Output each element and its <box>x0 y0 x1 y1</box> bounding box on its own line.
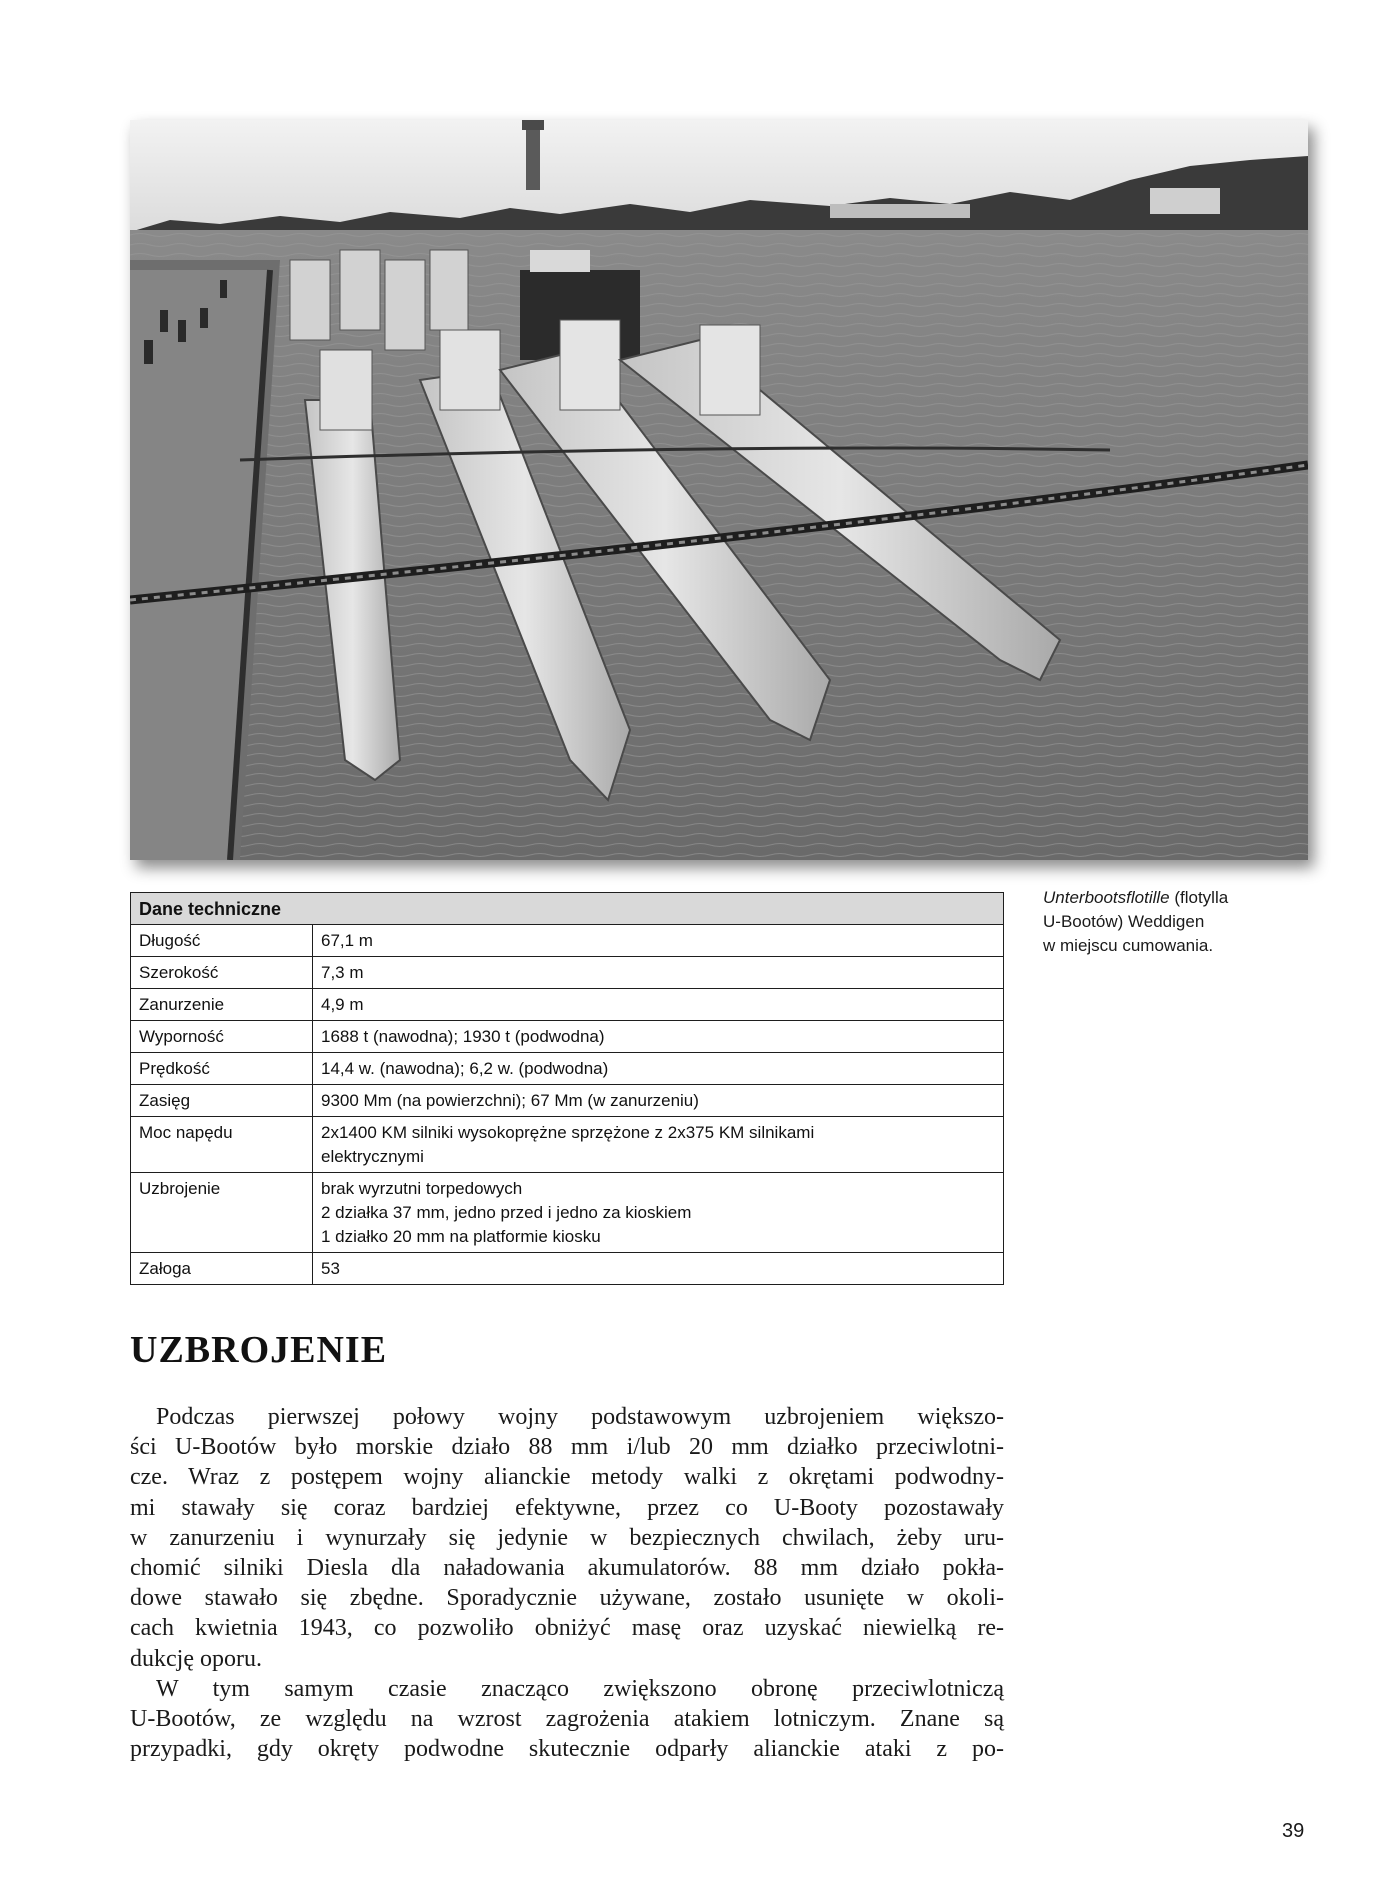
body-line: ści U-Bootów było morskie działo 88 mm i/lub 20 mm działko przeciwlotni- <box>130 1434 1004 1461</box>
technical-data-table <box>130 892 1004 1285</box>
row-value: 14,4 w. (nawodna); 6,2 w. (podwodna) <box>313 1053 1004 1085</box>
row-label: Załoga <box>131 1253 313 1285</box>
table-row <box>131 1085 1004 1117</box>
section-heading: UZBROJENIE <box>130 1329 388 1371</box>
photo-illustration <box>130 120 1308 860</box>
row-value: 67,1 m <box>313 925 1004 957</box>
body-line: Podczas pierwszej połowy wojny podstawowym uzbrojeniem większo- <box>156 1404 1004 1430</box>
row-label: Szerokość <box>131 957 313 989</box>
row-label: Prędkość <box>131 1053 313 1085</box>
caption-line-3: w miejscu cumowania. <box>1043 936 1214 955</box>
row-label: Wyporność <box>131 1021 313 1053</box>
body-line: cach kwietnia 1943, co pozwoliło obniżyć masę oraz uzyskać niewielką re- <box>130 1615 1004 1642</box>
row-value: 53 <box>313 1253 1004 1285</box>
table-row <box>131 957 1004 989</box>
row-value: 1688 t (nawodna); 1930 t (podwodna) <box>313 1021 1004 1053</box>
table-row <box>131 1021 1004 1053</box>
row-value: 7,3 m <box>313 957 1004 989</box>
row-label: Uzbrojenie <box>131 1173 313 1253</box>
row-label: Długość <box>131 925 313 957</box>
body-line: przypadki, gdy okręty podwodne skutecznie odparły alianckie ataki z po- <box>130 1736 1004 1763</box>
body-line: w zanurzeniu i wynurzały się jedynie w bezpiecznych chwilach, żeby uru- <box>130 1524 1004 1551</box>
row-value: brak wyrzutni torpedowych 2 działka 37 mm, jedno przed i jedno za kioskiem 1 działko 20 mm na platformie kiosku <box>313 1173 1004 1253</box>
body-text <box>130 1402 1004 1764</box>
table-row <box>131 1117 1004 1173</box>
table-row <box>131 1173 1004 1253</box>
table-row <box>131 989 1004 1021</box>
table-header: Dane techniczne <box>131 893 1004 925</box>
row-value: 2x1400 KM silniki wysokoprężne sprzężone z 2x375 KM silnikami elektrycznymi <box>313 1117 1004 1173</box>
row-label: Zasięg <box>131 1085 313 1117</box>
caption-italic-term: Unterbootsflotille <box>1043 888 1170 907</box>
photo-caption <box>1043 886 1293 958</box>
table-row <box>131 1253 1004 1285</box>
submarine-flotilla-photo <box>130 120 1308 860</box>
table-row <box>131 925 1004 957</box>
body-line: U-Bootów, ze względu na wzrost zagrożenia atakiem lotniczym. Znane są <box>130 1705 1004 1732</box>
body-line: chomić silniki Diesla dla naładowania akumulatorów. 88 mm działo pokła- <box>130 1554 1004 1581</box>
caption-line-1-rest: (flotylla <box>1169 888 1229 907</box>
body-line: mi stawały się coraz bardziej efektywne, przez co U-Booty pozostawały <box>130 1494 1004 1521</box>
row-value: 9300 Mm (na powierzchni); 67 Mm (w zanurzeniu) <box>313 1085 1004 1117</box>
body-line: dowe stawało się zbędne. Sporadycznie używane, zostało usunięte w okoli- <box>130 1585 1004 1612</box>
row-label: Zanurzenie <box>131 989 313 1021</box>
caption-line-2: U-Bootów) Weddigen <box>1043 912 1205 931</box>
body-line: dukcję oporu. <box>130 1645 262 1672</box>
row-label: Moc napędu <box>131 1117 313 1173</box>
table-row <box>131 1053 1004 1085</box>
table-header-row <box>131 893 1004 925</box>
body-line: W tym samym czasie znacząco zwiększono obronę przeciwlotniczą <box>156 1675 1004 1702</box>
page-number: 39 <box>1282 1820 1305 1842</box>
body-line: cze. Wraz z postępem wojny alianckie metody walki z okrętami podwodny- <box>130 1464 1004 1491</box>
row-value: 4,9 m <box>313 989 1004 1021</box>
